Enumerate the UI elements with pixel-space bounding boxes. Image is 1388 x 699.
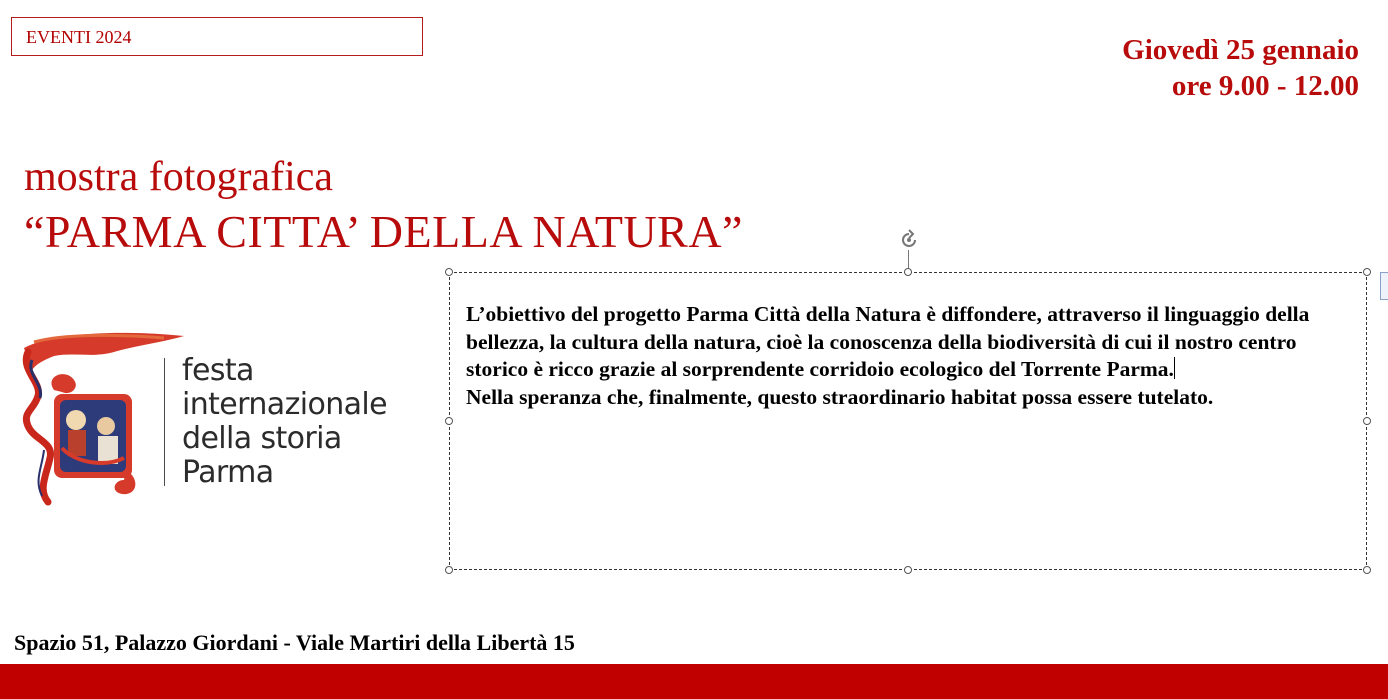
logo-line-3: della storia bbox=[182, 421, 342, 456]
resize-handle-top-middle[interactable] bbox=[904, 268, 912, 276]
text-cursor bbox=[1174, 357, 1175, 379]
description-textbox[interactable] bbox=[449, 272, 1367, 570]
exhibition-subtitle[interactable]: mostra fotografica bbox=[24, 154, 334, 200]
event-time: ore 9.00 - 12.00 bbox=[1171, 70, 1359, 102]
resize-handle-bottom-left[interactable] bbox=[445, 566, 453, 574]
rotate-icon[interactable] bbox=[897, 228, 921, 252]
logo-line-2: internazionale bbox=[182, 387, 387, 422]
eventi-label-box[interactable] bbox=[11, 17, 423, 56]
footer-bar bbox=[0, 664, 1388, 699]
eventi-label: EVENTI 2024 bbox=[26, 27, 132, 47]
description-text[interactable] bbox=[466, 301, 1346, 411]
description-paragraph-1: L’obiettivo del progetto Parma Città della Natura è diffondere, attraverso il linguaggio della bellezza, la cultura della natura, cioè la conoscenza della biodiversità di cui il nostro centro storico è ricco grazie al sorprendente corridoio ecologico del Torrente Parma. bbox=[466, 302, 1310, 381]
layout-options-icon[interactable] bbox=[1380, 272, 1388, 300]
resize-handle-top-right[interactable] bbox=[1363, 268, 1371, 276]
logo-line-4: Parma bbox=[182, 455, 274, 490]
logo-text bbox=[182, 354, 387, 490]
resize-handle-top-left[interactable] bbox=[445, 268, 453, 276]
description-paragraph-2: Nella speranza che, finalmente, questo straordinario habitat possa essere tutelato. bbox=[466, 384, 1214, 409]
logo-line-1: festa bbox=[182, 353, 254, 388]
resize-handle-bottom-right[interactable] bbox=[1363, 566, 1371, 574]
event-date-block[interactable] bbox=[1122, 32, 1359, 104]
illuminated-letter-f-icon bbox=[14, 330, 194, 510]
event-date: Giovedì 25 gennaio bbox=[1122, 34, 1359, 66]
resize-handle-middle-left[interactable] bbox=[445, 417, 453, 425]
rotate-handle-stem bbox=[908, 250, 909, 268]
resize-handle-bottom-middle[interactable] bbox=[904, 566, 912, 574]
logo-divider bbox=[164, 358, 165, 486]
festa-storia-logo[interactable] bbox=[14, 330, 394, 510]
resize-handle-middle-right[interactable] bbox=[1363, 417, 1371, 425]
exhibition-title[interactable]: “PARMA CITTA’ DELLA NATURA” bbox=[24, 206, 743, 257]
venue-address[interactable]: Spazio 51, Palazzo Giordani - Viale Martiri della Libertà 15 bbox=[14, 630, 575, 655]
